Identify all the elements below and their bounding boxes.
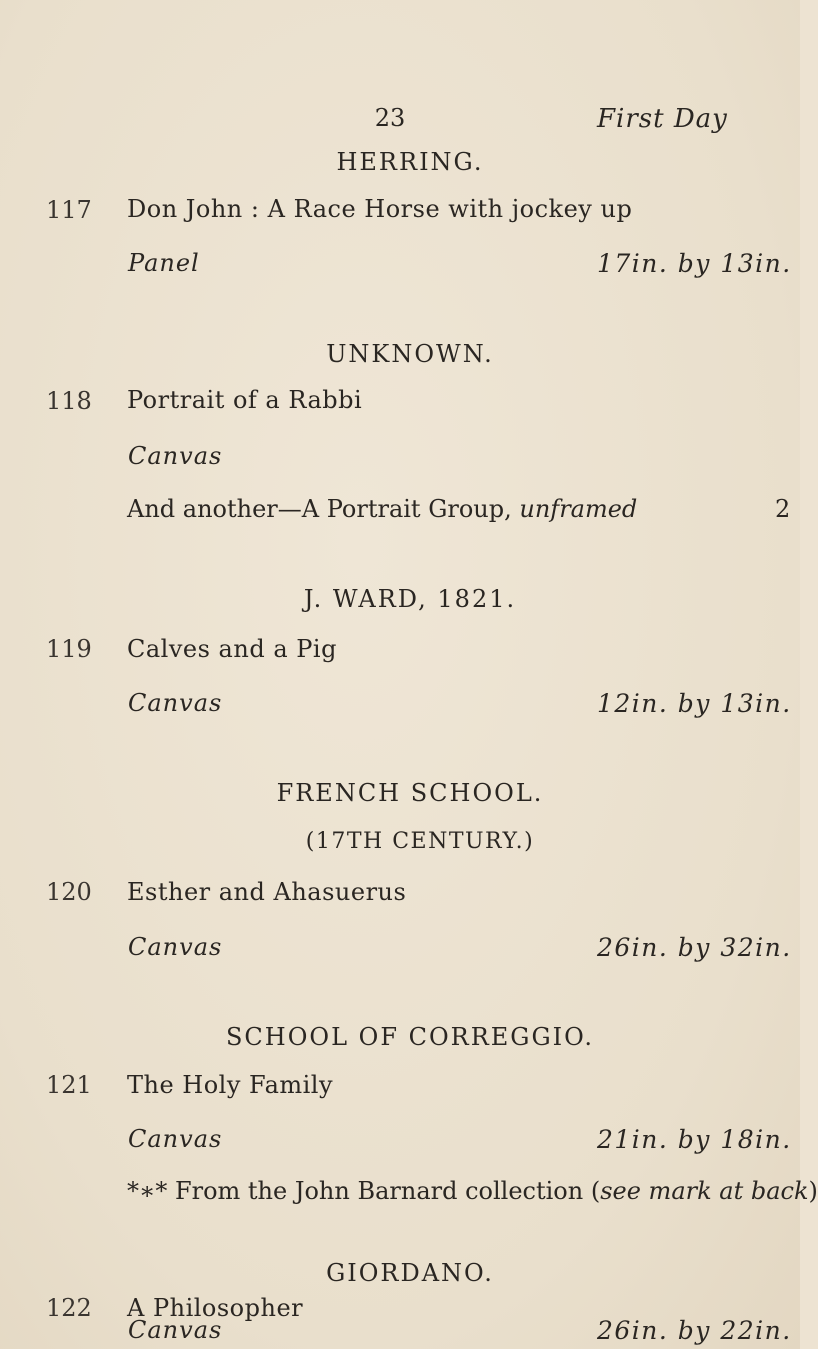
period-subheading: (17TH CENTURY.) (305, 829, 535, 854)
provenance-note (127, 1177, 818, 1205)
artist-heading: SCHOOL OF CORREGGIO. (225, 1023, 595, 1051)
lot-number: 121 (46, 1071, 92, 1099)
page-number: 23 (374, 104, 406, 132)
artist-heading: HERRING. (336, 148, 484, 176)
lot-count: 2 (775, 495, 791, 523)
lot-medium: Canvas (128, 1125, 223, 1153)
lot-size: 26in. by 32in. (597, 933, 792, 962)
lot-title: Don John : A Race Horse with jockey up (127, 195, 633, 223)
lot-title: Calves and a Pig (127, 635, 337, 663)
lot-number: 117 (46, 196, 92, 224)
artist-heading: UNKNOWN. (326, 340, 494, 368)
lot-size: 21in. by 18in. (597, 1125, 792, 1154)
lot-additional-item (127, 495, 637, 523)
lot-medium: Canvas (128, 442, 223, 470)
lot-medium: Panel (128, 249, 200, 277)
lot-medium: Canvas (128, 1316, 223, 1344)
additional-item-condition: unframed (519, 495, 638, 523)
lot-size: 12in. by 13in. (597, 689, 792, 718)
note-close: ) (808, 1177, 818, 1205)
lot-number: 122 (46, 1294, 92, 1322)
artist-heading: FRENCH SCHOOL. (276, 779, 544, 807)
lot-medium: Canvas (128, 933, 223, 961)
lot-number: 120 (46, 878, 92, 906)
lot-size: 26in. by 22in. (597, 1316, 792, 1345)
artist-heading: GIORDANO. (326, 1259, 494, 1287)
additional-item-text: And another—A Portrait Group, (127, 495, 520, 523)
lot-title: The Holy Family (127, 1071, 334, 1099)
lot-medium: Canvas (128, 689, 223, 717)
lot-size: 17in. by 13in. (597, 249, 792, 278)
running-head: First Day (597, 104, 728, 134)
artist-heading: J. WARD, 1821. (303, 585, 517, 613)
lot-title: Esther and Ahasuerus (127, 878, 407, 906)
lot-title: Portrait of a Rabbi (127, 386, 363, 414)
lot-number: 118 (46, 387, 92, 415)
note-text: *∗* From the John Barnard collection ( (127, 1177, 601, 1205)
note-reference: see mark at back (600, 1177, 809, 1205)
lot-title: A Philosopher (127, 1294, 304, 1322)
lot-number: 119 (46, 635, 92, 663)
